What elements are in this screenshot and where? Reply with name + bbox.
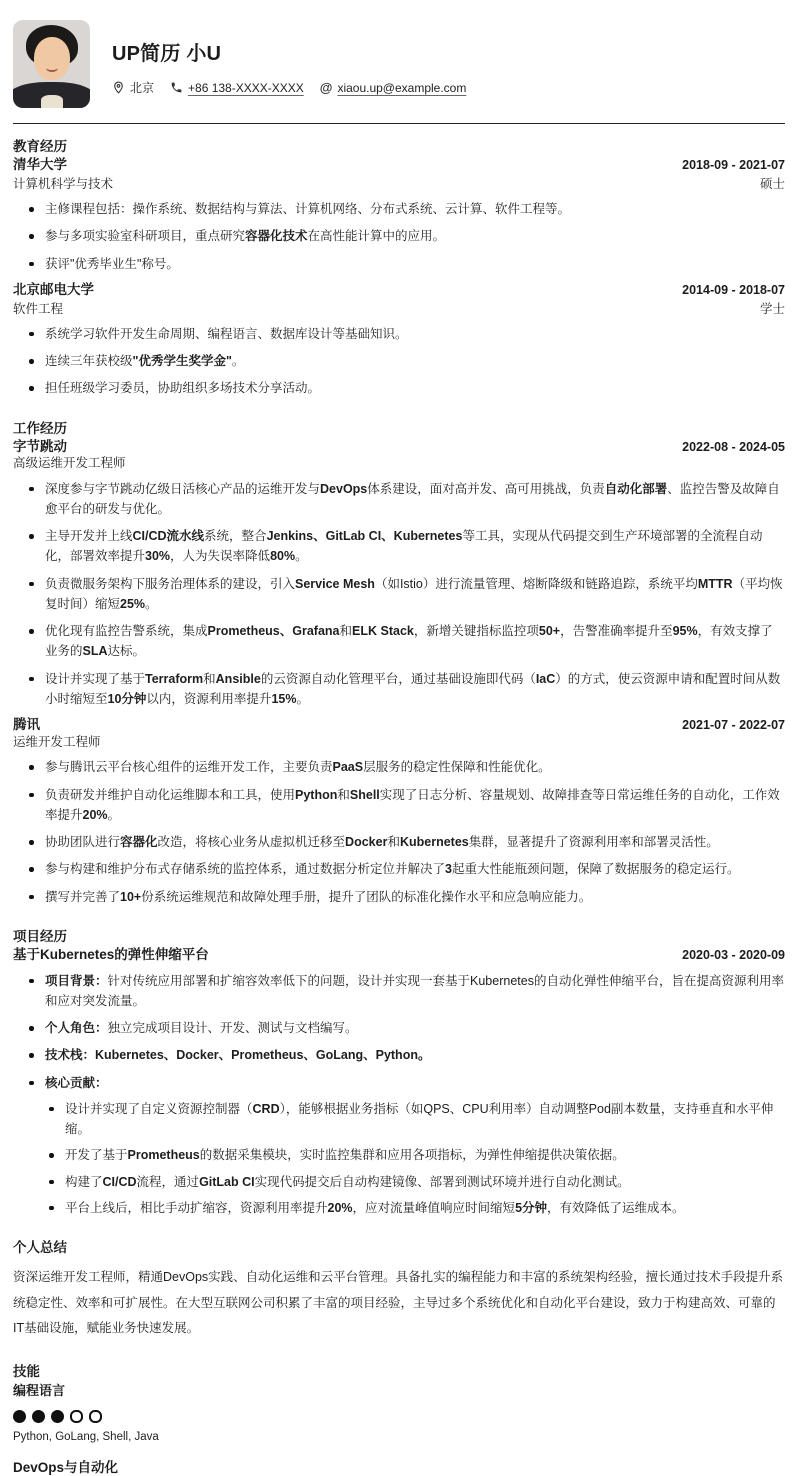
section-title-education: 教育经历: [13, 139, 67, 154]
degree: 学士: [759, 301, 785, 316]
date-range: 2020-03 - 2020-09: [682, 947, 785, 962]
bullet-item: 系统学习软件开发生命周期、编程语言、数据库设计等基础知识。: [13, 324, 785, 344]
skill-dot-empty: [89, 1410, 102, 1423]
work-bullets: [13, 479, 785, 710]
date-range: 2014-09 - 2018-07: [682, 282, 785, 297]
phone-icon: [170, 81, 183, 94]
sub-bullet-item: 平台上线后，相比手动扩缩容，资源利用率提升20%，应对流量峰值响应时间缩短5分钟，有效降低了运维成本。: [45, 1198, 785, 1218]
bullet-item: 优化现有监控告警系统，集成Prometheus、Grafana和ELK Stack，新增关键指标监控项50+，告警准确率提升至95%，有效支撑了业务的SLA达标。: [13, 621, 785, 662]
bullet-item: 撰写并完善了10+份系统运维规范和故障处理手册，提升了团队的标准化操作水平和应急响应能力。: [13, 887, 785, 907]
bullet-item: 主导开发并上线CI/CD流水线系统，整合Jenkins、GitLab CI、Kubernetes等工具，实现从代码提交到生产环境部署的全流程自动化，部署效率提升30%，人为失误率降低80%。: [13, 526, 785, 567]
section-title-skills: 技能: [13, 1363, 40, 1379]
work-entry: [13, 716, 785, 907]
skill-dot-filled: [51, 1410, 64, 1423]
degree: 硕士: [759, 176, 785, 191]
bullet-item: 深度参与字节跳动亿级日活核心产品的运维开发与DevOps体系建设，面对高并发、高可用挑战，负责自动化部署、监控告警及故障自愈平台的研发与优化。: [13, 479, 785, 520]
school-name: 北京邮电大学: [13, 281, 94, 297]
phone-item[interactable]: [170, 81, 304, 95]
sub-bullet-item: 构建了CI/CD流程，通过GitLab CI实现代码提交后自动构建镜像、部署到测试环境并进行自动化测试。: [45, 1172, 785, 1192]
bullet-item: 负责研发并维护自动化运维脚本和工具，使用Python和Shell实现了日志分析、容量规划、故障排查等日常运维任务的自动化，工作效率提升20%。: [13, 785, 785, 826]
date-range: 2022-08 - 2024-05: [682, 439, 785, 454]
skill-dot-empty: [70, 1410, 83, 1423]
project-name: 基于Kubernetes的弹性伸缩平台: [13, 946, 209, 962]
project-sub-bullets: [45, 1099, 785, 1218]
phone-number[interactable]: +86 138-XXXX-XXXX: [188, 80, 304, 95]
resume-header: [13, 20, 785, 108]
summary-paragraph: 资深运维开发工程师，精通DevOps实践、自动化运维和云平台管理。具备扎实的编程能力和丰富的系统架构经验，擅长通过技术手段提升系统稳定性、效率和可扩展性。在大型互联网公司积累了丰富的项目经验，主导过多个系统优化和自动化平台建设，致力于构建高效、可靠的IT基础设施，赋能业务快速发展。: [13, 1269, 784, 1336]
major: 软件工程: [13, 301, 64, 316]
skill-level-dots: [13, 1410, 785, 1423]
photo-shirt-shape: [41, 95, 63, 108]
section-title-work: 工作经历: [13, 420, 67, 436]
contact-row: [112, 79, 466, 96]
email-item[interactable]: [320, 81, 467, 95]
bullet-item: 设计并实现了基于Terraform和Ansible的云资源自动化管理平台，通过基础设施即代码（IaC）的方式，使云资源申请和配置时间从数小时缩短至10分钟以内，资源利用率提升15%。: [13, 669, 785, 710]
bullet-item: 技术栈：Kubernetes、Docker、Prometheus、GoLang、Python。: [13, 1045, 785, 1065]
education-entry: [13, 281, 785, 399]
skill-dot-filled: [32, 1410, 45, 1423]
header-divider: [13, 123, 785, 124]
skill-group-name: DevOps与自动化: [13, 1459, 119, 1475]
bullet-item: 连续三年获校级"优秀学生奖学金"。: [13, 351, 785, 371]
bullet-item: 担任班级学习委员，协助组织多场技术分享活动。: [13, 378, 785, 398]
major: 计算机科学与技术: [13, 176, 114, 191]
bullet-item: 参与腾讯云平台核心组件的运维开发工作，主要负责PaaS层服务的稳定性保障和性能优化。: [13, 757, 785, 777]
date-range: 2021-07 - 2022-07: [682, 718, 785, 733]
work-entry: [13, 438, 785, 710]
sub-bullet-item: 开发了基于Prometheus的数据采集模块，实时监控集群和应用各项指标，为弹性伸缩提供决策依据。: [45, 1145, 785, 1165]
email-address[interactable]: xiaou.up@example.com: [337, 80, 467, 95]
date-range: 2018-09 - 2021-07: [682, 157, 785, 172]
location-item: [112, 79, 154, 96]
bullet-item: 参与构建和维护分布式存储系统的监控体系，通过数据分析定位并解决了3起重大性能瓶颈问题，保障了数据服务的稳定运行。: [13, 859, 785, 879]
profile-photo: [13, 20, 90, 108]
bullet-item: 核心贡献： 设计并实现了自定义资源控制器（CRD），能够根据业务指标（如QPS、CPU利用率）自动调整Pod副本数量，支持垂直和水平伸缩。 开发了基于Prometheus的数据采集模块，实时监控集群和应用各项指标，为弹性伸缩提供决策依据。 构建了CI/CD流程，通过GitLab CI实现代码提交后自动构建镜像、部署到测试环境并进行自动化测试。 平台上线后，相比手动扩缩容，资源利用率提升20%，应对流量峰值响应时间缩短5分钟，有效降低了运维成本。: [13, 1073, 785, 1219]
education-entry: [13, 156, 785, 274]
section-title-projects: 项目经历: [13, 928, 67, 944]
skill-dot-filled: [13, 1410, 26, 1423]
company-name: 腾讯: [13, 717, 40, 733]
at-icon: @: [319, 80, 333, 95]
education-bullets: [13, 199, 785, 274]
photo-smile-shape: [46, 64, 58, 72]
company-name: 字节跳动: [13, 438, 67, 454]
location-text: 北京: [130, 81, 155, 95]
section-title-summary: 个人总结: [13, 1240, 67, 1255]
skill-items: Python, GoLang, Shell, Java: [13, 1430, 159, 1443]
school-name: 清华大学: [13, 156, 67, 172]
project-bullets: [13, 971, 785, 1219]
job-title: 运维开发工程师: [13, 735, 101, 749]
candidate-name: UP简历 小U: [112, 43, 222, 65]
project-entry: [13, 946, 785, 1218]
education-bullets: [13, 324, 785, 399]
sub-bullet-item: 设计并实现了自定义资源控制器（CRD），能够根据业务指标（如QPS、CPU利用率）自动调整Pod副本数量，支持垂直和水平伸缩。: [45, 1099, 785, 1140]
job-title: 高级运维开发工程师: [13, 456, 126, 471]
bullet-item: 主修课程包括：操作系统、数据结构与算法、计算机网络、分布式系统、云计算、软件工程等。: [13, 199, 785, 219]
skill-group-name: 编程语言: [13, 1382, 66, 1398]
bullet-item: 参与多项实验室科研项目，重点研究容器化技术在高性能计算中的应用。: [13, 226, 785, 246]
bullet-item: 个人角色：独立完成项目设计、开发、测试与文档编写。: [13, 1018, 785, 1038]
bullet-item: 协助团队进行容器化改造，将核心业务从虚拟机迁移至Docker和Kubernetes集群，显著提升了资源利用率和部署灵活性。: [13, 832, 785, 852]
location-pin-icon: [112, 81, 125, 94]
bullet-item: 负责微服务架构下服务治理体系的建设，引入Service Mesh（如Istio）进行流量管理、熔断降级和链路追踪，系统平均MTTR（平均恢复时间）缩短25%。: [13, 574, 785, 615]
bullet-item: 获评"优秀毕业生"称号。: [13, 254, 785, 274]
work-bullets: [13, 757, 785, 907]
photo-face-shape: [34, 37, 70, 80]
bullet-item: 项目背景：针对传统应用部署和扩缩容效率低下的问题，设计并实现一套基于Kubernetes的自动化弹性伸缩平台，旨在提高资源利用率和应对突发流量。: [13, 971, 785, 1012]
